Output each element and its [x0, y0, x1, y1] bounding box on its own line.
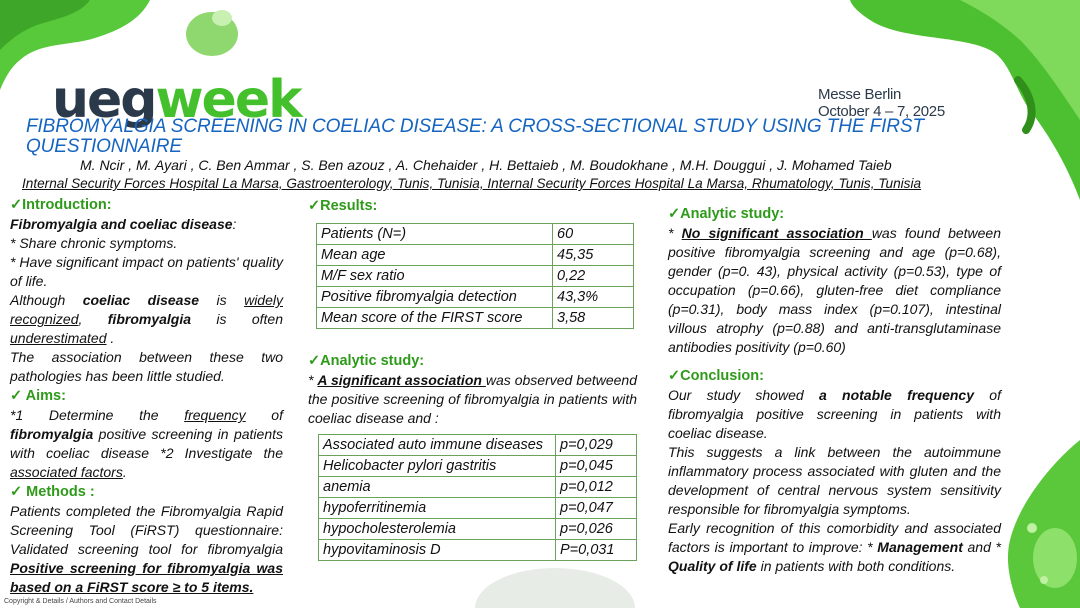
- table-cell-value: p=0,026: [556, 519, 637, 540]
- conclusion-header: ✓Conclusion:: [668, 368, 764, 384]
- aims-header: ✓ Aims:: [10, 388, 66, 404]
- right-column: [668, 204, 1001, 357]
- table-cell-label: hypovitaminosis D: [319, 540, 556, 561]
- table-cell-value: 45,35: [553, 245, 634, 266]
- conclusion-column: [668, 366, 1001, 576]
- table-cell-value: P=0,031: [556, 540, 637, 561]
- logo-text-ueg: ueg: [52, 70, 156, 130]
- left-column: ✓Introduction: Fibromyalgia and coeliac disease: * Share chronic symptoms. * Have significant impact on patients' quality of life. Although coeliac disease is widely recognized, fibromyalgia is often underestimated . The association between these two pathologies has been little studied. ✓ Aims: *1 Determine the frequency of fibromyalgia positive screening in patients with coeliac disease *2 Investigate the associated factors. ✓ Methods : Patients completed the Fibromyalgia Rapid Screening Tool (FiRST) questionnaire: Validated screening tool for fibromyalgia Positive screening for fibromyalgia was based on a FiRST score ≥ to 5 items.: [10, 197, 284, 595]
- intro-subject: Fibromyalgia and coeliac disease: [10, 216, 233, 232]
- aims-text: *1 Determine the frequency of fibromyalgia positive screening in patients with coeliac disease *2 Investigate the associated factors.: [10, 407, 283, 480]
- venue-dates: October 4 – 7, 2025: [818, 103, 945, 120]
- table-cell-value: p=0,047: [556, 498, 637, 519]
- poster-title: FIBROMYALGIA SCREENING IN COELIAC DISEASE: A CROSS-SECTIONAL STUDY USING THE FIRST QUESTIONNAIRE: [26, 116, 924, 157]
- decor-bottom-gray-blob: [470, 560, 640, 608]
- table-cell-value: p=0,045: [556, 456, 637, 477]
- middle-analytic-text: * A significant association was observed betweend the positive screening of fibromyalgia in patients with coeliac disease and :: [308, 372, 637, 426]
- middle-analytic-header: ✓Analytic study:: [308, 353, 425, 369]
- table-cell-label: Helicobacter pylori gastritis: [319, 456, 556, 477]
- association-row: [319, 477, 637, 498]
- table-cell-value: p=0,012: [556, 477, 637, 498]
- methods-header: ✓ Methods :: [10, 484, 95, 500]
- introduction-header: ✓Introduction:: [10, 197, 112, 213]
- results-row: [317, 266, 634, 287]
- copyright-footer: Copyright & Details / Authors and Contact Details: [4, 598, 157, 605]
- results-row: [317, 287, 634, 308]
- table-cell-value: 3,58: [553, 308, 634, 329]
- table-cell-label: hypoferritinemia: [319, 498, 556, 519]
- association-row: [319, 498, 637, 519]
- intro-bullet-2: * Have significant impact on patients' quality of life.: [10, 254, 283, 289]
- association-row: [319, 519, 637, 540]
- table-cell-label: Positive fibromyalgia detection: [317, 287, 553, 308]
- table-cell-value: 0,22: [553, 266, 634, 287]
- intro-although: Although coeliac disease is widely recognized, fibromyalgia is often underestimated .: [10, 292, 284, 346]
- table-cell-label: hypocholesterolemia: [319, 519, 556, 540]
- table-cell-label: Associated auto immune diseases: [319, 435, 556, 456]
- results-row: [317, 245, 634, 266]
- association-row: [319, 540, 637, 561]
- intro-association: The association between these two pathologies has been little studied.: [10, 349, 283, 384]
- table-cell-label: anemia: [319, 477, 556, 498]
- table-cell-label: M/F sex ratio: [317, 266, 553, 287]
- results-header: ✓Results:: [308, 198, 378, 214]
- table-cell-label: Patients (N=): [317, 224, 553, 245]
- venue-info: [818, 86, 945, 120]
- logo-text-week: week: [155, 70, 301, 130]
- venue-name: Messe Berlin: [818, 86, 902, 103]
- poster-affiliation: Internal Security Forces Hospital La Marsa, Gastroenterology, Tunis, Tunisia, Internal Security Forces Hospital La Marsa, Rhumatology, Tunis, Tunisia: [22, 176, 922, 191]
- poster-authors: M. Ncir , M. Ayari , C. Ben Ammar , S. Ben azouz , A. Chehaider , H. Bettaieb , M. Boudokhane , M.H. Douggui , J. Mohamed Taieb: [80, 157, 892, 173]
- association-table: [318, 434, 637, 561]
- conclusion-p1: Our study showed a notable frequency of fibromyalgia positive screening in patients with coeliac disease.: [668, 387, 1001, 441]
- table-cell-value: p=0,029: [556, 435, 637, 456]
- intro-bullet-1: * Share chronic symptoms.: [10, 235, 178, 251]
- right-analytic-header: ✓Analytic study:: [668, 206, 785, 222]
- results-row: [317, 308, 634, 329]
- results-row: [317, 224, 634, 245]
- results-header-wrap: [308, 196, 377, 216]
- association-row: [319, 456, 637, 477]
- table-cell-value: 60: [553, 224, 634, 245]
- results-table: [316, 223, 634, 329]
- methods-text: Patients completed the Fibromyalgia Rapid Screening Tool (FiRST) questionnaire: Validated screening tool for fibromyalgia Positive screening for fibromyalgia was based on a FiRST score ≥ to 5 items.: [10, 503, 283, 595]
- table-cell-value: 43,3%: [553, 287, 634, 308]
- table-cell-label: Mean age: [317, 245, 553, 266]
- right-analytic-text: * No significant association was found between positive fibromyalgia screening and age (p=0.68), gender (p=0. 43), physical activity (p=0.53), type of occupation (p=0.66), gluten-free diet compliance (p=0.31), body mass index (p=0.107), intestinal villous atrophy (p=0.88) and anti-transglutaminase antibodies positivity (p=0.60): [668, 225, 1001, 355]
- middle-analytic: [308, 351, 637, 428]
- conclusion-p3: Early recognition of this comorbidity and associated factors is important to improve: * Management and * Quality of life in patients with both conditions.: [668, 520, 1001, 574]
- conclusion-p2: This suggests a link between the autoimmune inflammatory process associated with gluten and the development of central nervous system sensitivity responsible for fibromyalgia symptoms.: [668, 444, 1001, 517]
- association-row: [319, 435, 637, 456]
- table-cell-label: Mean score of the FIRST score: [317, 308, 553, 329]
